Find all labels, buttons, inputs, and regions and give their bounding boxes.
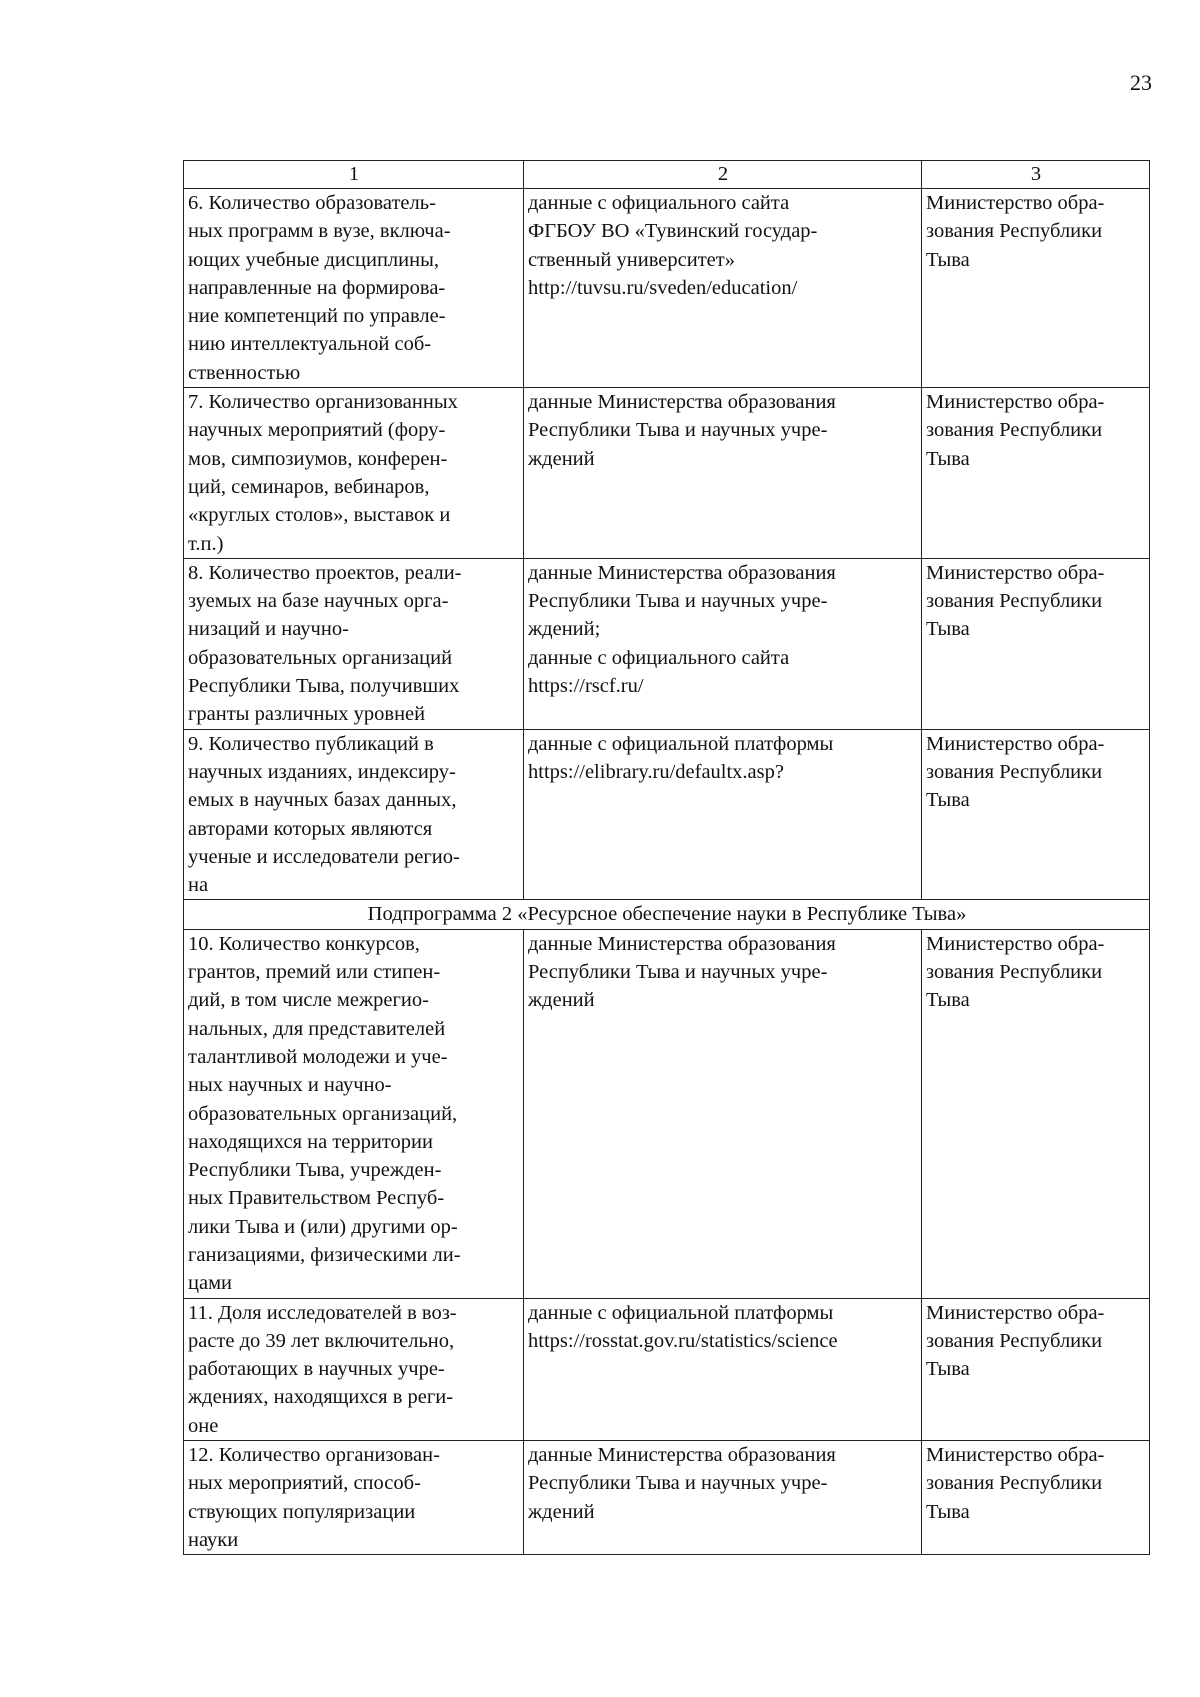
responsible-cell	[922, 1441, 1150, 1555]
source-text: данные Министерства образования Республики Тыва и научных учре- ждений	[528, 932, 836, 1012]
indicator-text: 12. Количество организован- ных мероприятий, способ- ствующих популяризации науки	[188, 1444, 440, 1551]
column-header-1: 1	[184, 161, 524, 189]
indicator-text: 10. Количество конкурсов, грантов, премий или стипен- дий, в том числе межрегио- нальных, для представителей талантливой молодежи и уче- ных научных и научно- образовательных организаций, находящихся на территории Республики Тыва, учрежден- ных Правительством Респуб- лики Тыва и (или) другими ор- ганизациями, физическими ли- цами	[188, 932, 461, 1295]
column-header-3: 3	[922, 161, 1150, 189]
indicator-cell	[184, 388, 524, 559]
source-cell	[524, 1441, 922, 1555]
responsible-cell	[922, 558, 1150, 729]
indicator-cell	[184, 1298, 524, 1440]
source-cell	[524, 729, 922, 900]
responsible-text: Министерство обра- зования Республики Тыва	[926, 732, 1105, 812]
responsible-text: Министерство обра- зования Республики Тыва	[926, 1444, 1105, 1523]
source-cell	[524, 388, 922, 559]
table-row	[184, 1298, 1150, 1440]
indicator-text: 9. Количество публикаций в научных изданиях, индексиру- емых в научных базах данных, авторами которых являются ученые и исследователи регио- на	[188, 732, 460, 897]
indicator-text: 7. Количество организованных научных мероприятий (фору- мов, симпозиумов, конферен- ций, семинаров, вебинаров, «круглых столов», выставок и т.п.)	[188, 391, 458, 555]
source-cell	[524, 1298, 922, 1440]
indicator-text: 6. Количество образователь- ных программ в вузе, включа- ющих учебные дисциплины, направленные на формирова- ние компетенций по управле- нию интеллектуальной соб- ственностью	[188, 192, 451, 384]
indicator-cell	[184, 189, 524, 388]
indicator-text: 11. Доля исследователей в воз- расте до 39 лет включительно, работающих в научных учре- ждениях, находящихся в реги- оне	[188, 1301, 457, 1437]
responsible-cell	[922, 388, 1150, 559]
table-row	[184, 388, 1150, 559]
table-row	[184, 189, 1150, 388]
table-body	[184, 189, 1150, 1555]
table-row	[184, 929, 1150, 1298]
indicator-text: 8. Количество проектов, реали- зуемых на базе научных орга- низаций и научно- образовательных организаций Республики Тыва, получивших гранты различных уровней	[188, 561, 462, 726]
indicator-cell	[184, 929, 524, 1298]
responsible-text: Министерство обра- зования Республики Тыва	[926, 1301, 1105, 1381]
table-row	[184, 1441, 1150, 1555]
responsible-text: Министерство обра- зования Республики Тыва	[926, 192, 1105, 271]
indicator-cell	[184, 729, 524, 900]
source-text: данные Министерства образования Республики Тыва и научных учре- ждений	[528, 1444, 836, 1523]
source-cell	[524, 558, 922, 729]
responsible-cell	[922, 929, 1150, 1298]
subprogram-title: Подпрограмма 2 «Ресурсное обеспечение науки в Республике Тыва»	[184, 900, 1150, 929]
source-text: данные Министерства образования Республики Тыва и научных учре- ждений; данные с официального сайта https://rscf.ru/	[528, 561, 836, 698]
responsible-text: Министерство обра- зования Республики Тыва	[926, 561, 1105, 641]
source-text: данные с официального сайта ФГБОУ ВО «Тувинский государ- ственный университет» http://tuvsu.ru/sveden/education/	[528, 192, 818, 299]
source-text: данные с официальной платформы https://rosstat.gov.ru/statistics/science	[528, 1301, 838, 1352]
table-row	[184, 729, 1150, 900]
table-row	[184, 558, 1150, 729]
header-row	[184, 161, 1150, 189]
source-text: данные Министерства образования Республики Тыва и научных учре- ждений	[528, 391, 836, 470]
responsible-text: Министерство обра- зования Республики Тыва	[926, 391, 1105, 470]
responsible-cell	[922, 189, 1150, 388]
table-header	[184, 161, 1150, 189]
source-cell	[524, 189, 922, 388]
source-text: данные с официальной платформы https://elibrary.ru/defaultx.asp?	[528, 732, 834, 783]
column-header-2: 2	[524, 161, 922, 189]
page-number: 23	[1130, 70, 1152, 95]
responsible-cell	[922, 1298, 1150, 1440]
indicator-source-table	[183, 160, 1150, 1555]
source-cell	[524, 929, 922, 1298]
subprogram-row	[184, 900, 1150, 929]
responsible-cell	[922, 729, 1150, 900]
indicator-cell	[184, 558, 524, 729]
indicator-cell	[184, 1441, 524, 1555]
responsible-text: Министерство обра- зования Республики Тыва	[926, 932, 1105, 1012]
